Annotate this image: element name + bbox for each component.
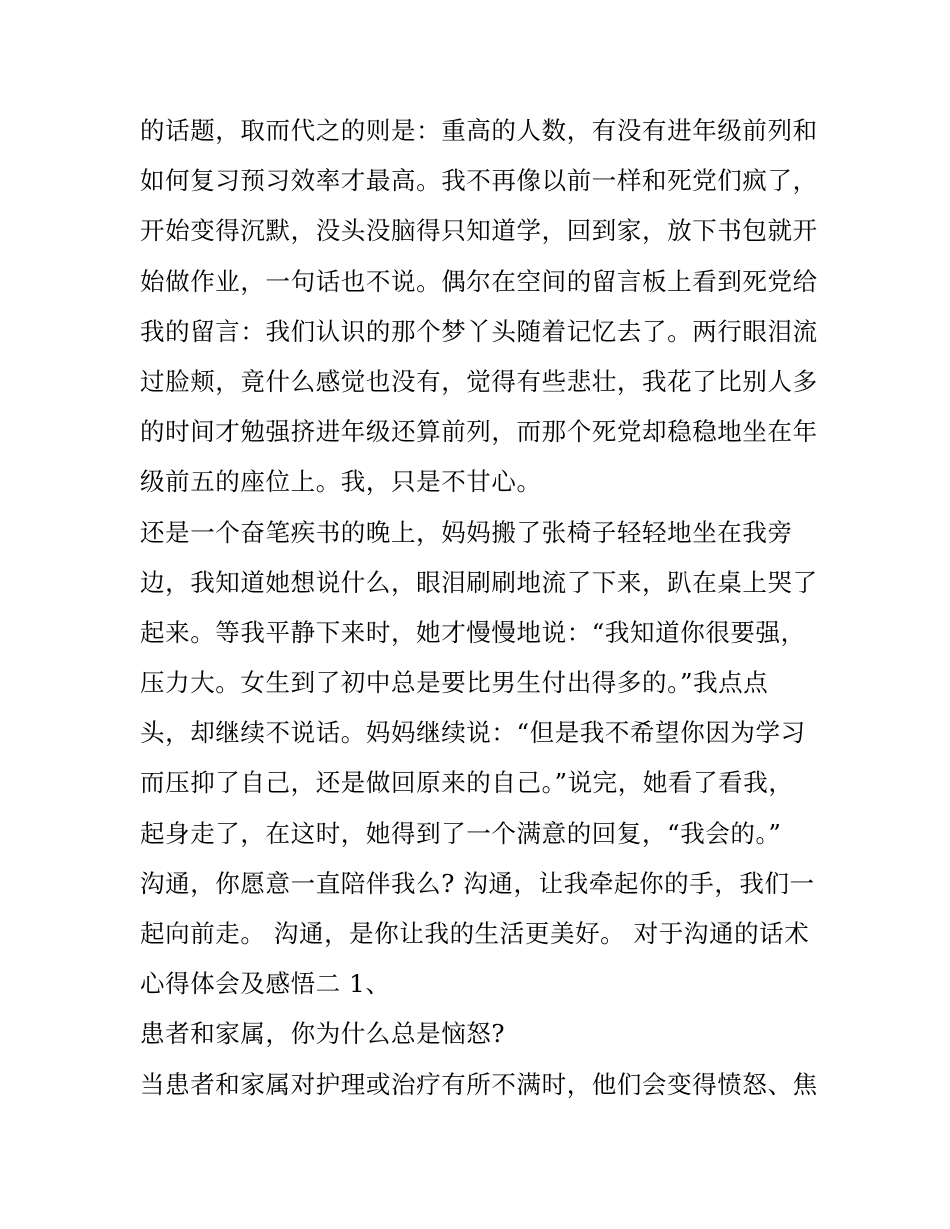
text-line: 我的留言：我们认识的那个梦丫头随着记忆去了。两行眼泪流: [140, 316, 818, 346]
text-line: 当患者和家属对护理或治疗有所不满时，他们会变得愤怒、焦: [140, 1069, 818, 1099]
text-line: 边，我知道她想说什么，眼泪刷刷地流了下来，趴在桌上哭了: [140, 567, 818, 597]
text-line: 压力大。女生到了初中总是要比男生付出得多的。”我点点: [140, 668, 769, 698]
text-line: 如何复习预习效率才最高。我不再像以前一样和死党们疯了，: [140, 166, 818, 196]
text-line: 而压抑了自己，还是做回原来的自己。”说完，她看了看我，: [140, 768, 794, 798]
text-line: 的话题，取而代之的则是：重高的人数，有没有进年级前列和: [140, 116, 818, 145]
text-line: 患者和家属，你为什么总是恼怒?: [140, 1019, 506, 1049]
text-line: 级前五的座位上。我，只是不甘心。: [140, 467, 542, 497]
text-line: 开始变得沉默，没头没脑得只知道学，回到家，放下书包就开: [140, 216, 818, 246]
text-line: 的时间才勉强挤进年级还算前列，而那个死党却稳稳地坐在年: [140, 417, 818, 447]
text-line: 始做作业，一句话也不说。偶尔在空间的留言板上看到死党给: [140, 266, 818, 296]
text-line: 心得体会及感悟二 1、: [140, 969, 391, 999]
document-body: [140, 106, 820, 1110]
text-line: 起来。等我平静下来时，她才慢慢地说：“我知道你很要强，: [140, 617, 806, 647]
text-line: 起身走了，在这时，她得到了一个满意的回复，“我会的。”: [140, 818, 782, 848]
text-line: 沟通，你愿意一直陪伴我么? 沟通，让我牵起你的手，我们一: [140, 868, 815, 898]
text-line: 起向前走。 沟通，是你让我的生活更美好。 对于沟通的话术: [140, 919, 810, 948]
text-line: 过脸颊，竟什么感觉也没有，觉得有些悲壮，我花了比别人多: [140, 366, 818, 396]
text-line: 还是一个奋笔疾书的晚上，妈妈搬了张椅子轻轻地坐在我旁: [140, 517, 793, 547]
text-line: 头，却继续不说话。妈妈继续说：“但是我不希望你因为学习: [140, 718, 806, 748]
